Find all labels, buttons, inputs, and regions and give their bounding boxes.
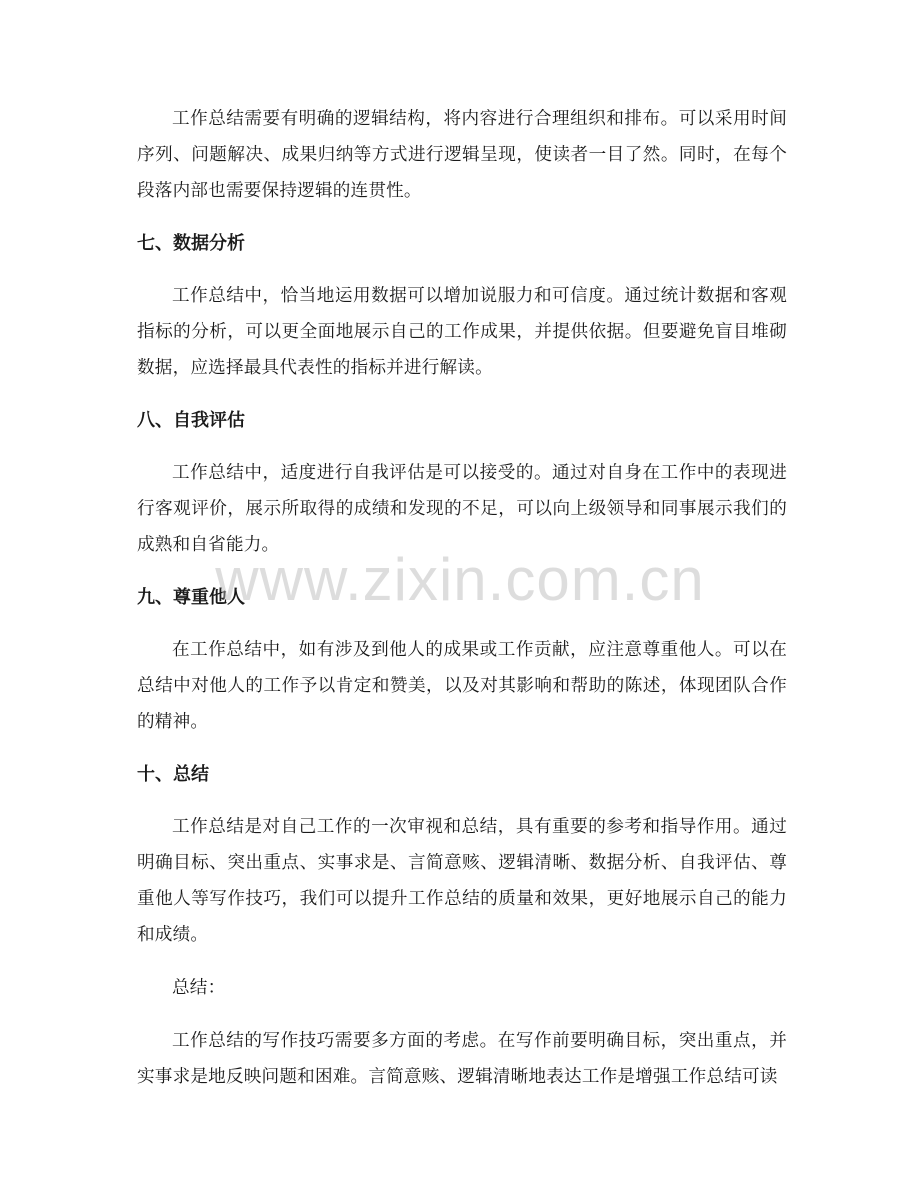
section-heading-data-analysis: 七、数据分析 [137, 233, 245, 254]
section-heading-summary: 十、总结 [137, 764, 209, 785]
document-body [137, 101, 787, 1112]
section-heading-respect-others: 九、尊重他人 [137, 587, 245, 608]
body-paragraph: 工作总结中，适度进行自我评估是可以接受的。通过对自身在工作中的表现进行客观评价，展示所取得的成绩和发现的不足，可以向上级领导和同事展示我们的成熟和自省能力。 [137, 463, 787, 555]
body-paragraph: 工作总结的写作技巧需要多方面的考虑。在写作前要明确目标，突出重点，并实事求是地反映问题和困难。言简意赅、逻辑清晰地表达工作是增强工作总结可读 [137, 1031, 787, 1087]
body-paragraph: 工作总结是对自己工作的一次审视和总结，具有重要的参考和指导作用。通过明确目标、突出重点、实事求是、言简意赅、逻辑清晰、数据分析、自我评估、尊重他人等写作技巧，我们可以提升工作总结的质量和效果，更好地展示自己的能力和成绩。 [137, 817, 787, 945]
body-paragraph: 工作总结中，恰当地运用数据可以增加说服力和可信度。通过统计数据和客观指标的分析，可以更全面地展示自己的工作成果，并提供依据。但要避免盲目堆砌数据，应选择最具代表性的指标并进行解读。 [137, 286, 787, 378]
body-paragraph: 工作总结需要有明确的逻辑结构，将内容进行合理组织和排布。可以采用时间序列、问题解决、成果归纳等方式进行逻辑呈现，使读者一目了然。同时，在每个段落内部也需要保持逻辑的连贯性。 [137, 109, 787, 201]
section-heading-self-assessment: 八、自我评估 [137, 410, 245, 431]
watermark-text: www.zixin.com.cn [215, 546, 705, 613]
summary-label: 总结： [172, 978, 226, 998]
body-paragraph: 在工作总结中，如有涉及到他人的成果或工作贡献，应注意尊重他人。可以在总结中对他人的工作予以肯定和赞美，以及对其影响和帮助的陈述，体现团队合作的精神。 [137, 640, 787, 732]
